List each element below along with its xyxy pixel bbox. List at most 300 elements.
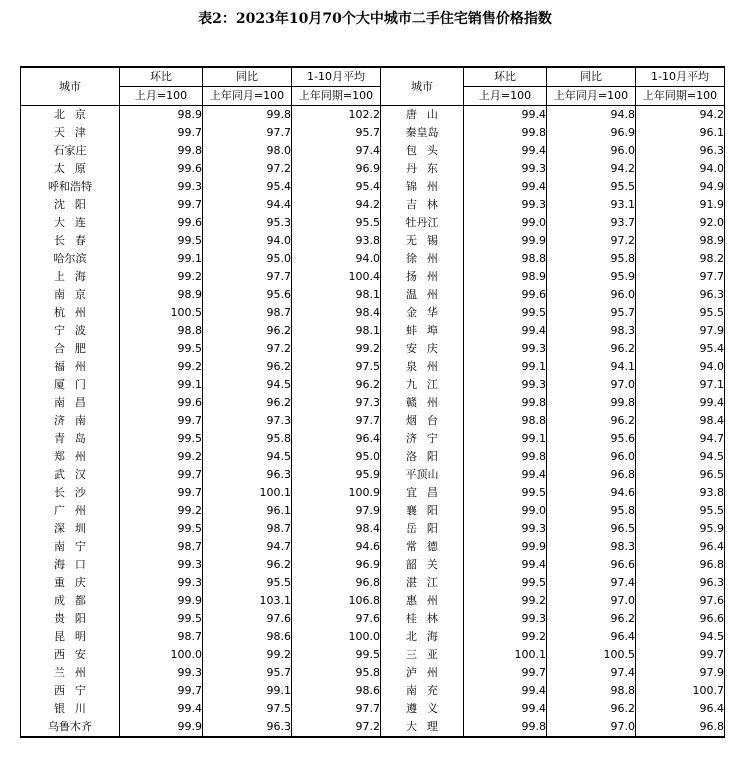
city-cell: 包头 (381, 142, 464, 160)
avg-cell: 94.2 (636, 106, 725, 125)
avg-cell: 97.1 (636, 376, 725, 394)
yoy-cell: 103.1 (203, 592, 292, 610)
avg-cell: 96.5 (636, 466, 725, 484)
city-cell: 南昌 (21, 394, 120, 412)
yoy-cell: 97.0 (547, 376, 636, 394)
avg-cell: 94.9 (636, 178, 725, 196)
city-cell: 乌鲁木齐 (21, 718, 120, 737)
yoy-cell: 94.8 (547, 106, 636, 125)
mom-cell: 100.5 (120, 304, 203, 322)
yoy-cell: 95.6 (547, 430, 636, 448)
avg-cell: 100.4 (292, 268, 381, 286)
yoy-cell: 94.7 (203, 538, 292, 556)
mom-cell: 99.7 (120, 466, 203, 484)
city-cell: 天津 (21, 124, 120, 142)
mom-cell: 99.0 (464, 214, 547, 232)
header-yoy-left: 同比 (203, 67, 292, 87)
avg-cell: 95.9 (636, 520, 725, 538)
header-mom-right: 环比 (464, 67, 547, 87)
mom-cell: 99.4 (464, 700, 547, 718)
header-yoy-base-left: 上年同月=100 (203, 87, 292, 106)
yoy-cell: 96.0 (547, 142, 636, 160)
avg-cell: 96.1 (636, 124, 725, 142)
avg-cell: 94.5 (636, 628, 725, 646)
avg-cell: 95.5 (636, 304, 725, 322)
city-cell: 兰州 (21, 664, 120, 682)
mom-cell: 99.3 (464, 520, 547, 538)
price-index-table (20, 66, 725, 738)
mom-cell: 99.3 (464, 160, 547, 178)
table-row (21, 592, 725, 610)
avg-cell: 98.4 (292, 304, 381, 322)
table-row (21, 556, 725, 574)
city-cell: 大连 (21, 214, 120, 232)
yoy-cell: 98.7 (203, 520, 292, 538)
mom-cell: 99.8 (464, 448, 547, 466)
city-cell: 西宁 (21, 682, 120, 700)
yoy-cell: 96.9 (547, 124, 636, 142)
avg-cell: 106.8 (292, 592, 381, 610)
city-cell: 成都 (21, 592, 120, 610)
mom-cell: 99.0 (464, 502, 547, 520)
yoy-cell: 95.6 (203, 286, 292, 304)
city-cell: 安庆 (381, 340, 464, 358)
yoy-cell: 96.2 (547, 340, 636, 358)
table-row (21, 628, 725, 646)
yoy-cell: 98.3 (547, 322, 636, 340)
avg-cell: 97.9 (636, 664, 725, 682)
city-cell: 广州 (21, 502, 120, 520)
avg-cell: 95.5 (292, 214, 381, 232)
header-avg-base-right: 上年同期=100 (636, 87, 725, 106)
avg-cell: 97.7 (636, 268, 725, 286)
mom-cell: 99.7 (120, 196, 203, 214)
city-cell: 昆明 (21, 628, 120, 646)
mom-cell: 99.5 (120, 520, 203, 538)
mom-cell: 98.9 (120, 106, 203, 125)
yoy-cell: 99.2 (203, 646, 292, 664)
table-row (21, 412, 725, 430)
yoy-cell: 96.0 (547, 286, 636, 304)
avg-cell: 96.2 (292, 376, 381, 394)
city-cell: 郑州 (21, 448, 120, 466)
table-row (21, 430, 725, 448)
table-row (21, 304, 725, 322)
city-cell: 呼和浩特 (21, 178, 120, 196)
city-cell: 西安 (21, 646, 120, 664)
yoy-cell: 95.8 (547, 250, 636, 268)
table-row (21, 106, 725, 125)
yoy-cell: 94.5 (203, 448, 292, 466)
yoy-cell: 95.7 (547, 304, 636, 322)
avg-cell: 95.8 (292, 664, 381, 682)
avg-cell: 97.7 (292, 412, 381, 430)
yoy-cell: 99.8 (203, 106, 292, 125)
table-row (21, 646, 725, 664)
table-row (21, 718, 725, 737)
table-row (21, 232, 725, 250)
header-mom-left: 环比 (120, 67, 203, 87)
yoy-cell: 95.8 (203, 430, 292, 448)
yoy-cell: 96.2 (547, 610, 636, 628)
city-cell: 大理 (381, 718, 464, 737)
header-avg-left: 1-10月平均 (292, 67, 381, 87)
avg-cell: 99.4 (636, 394, 725, 412)
mom-cell: 99.7 (120, 682, 203, 700)
mom-cell: 99.5 (120, 340, 203, 358)
mom-cell: 99.6 (120, 394, 203, 412)
avg-cell: 97.9 (636, 322, 725, 340)
mom-cell: 99.2 (120, 268, 203, 286)
mom-cell: 99.5 (464, 484, 547, 502)
yoy-cell: 95.8 (547, 502, 636, 520)
city-cell: 合肥 (21, 340, 120, 358)
city-cell: 哈尔滨 (21, 250, 120, 268)
mom-cell: 99.5 (464, 574, 547, 592)
yoy-cell: 96.2 (203, 556, 292, 574)
city-cell: 南充 (381, 682, 464, 700)
mom-cell: 99.8 (120, 142, 203, 160)
table-row (21, 700, 725, 718)
mom-cell: 99.9 (120, 718, 203, 737)
city-cell: 宁波 (21, 322, 120, 340)
table-body (21, 106, 725, 738)
mom-cell: 99.8 (464, 394, 547, 412)
yoy-cell: 94.4 (203, 196, 292, 214)
mom-cell: 99.5 (120, 430, 203, 448)
city-cell: 贵阳 (21, 610, 120, 628)
mom-cell: 98.9 (464, 268, 547, 286)
table-row (21, 538, 725, 556)
city-cell: 沈阳 (21, 196, 120, 214)
table-row (21, 448, 725, 466)
avg-cell: 98.4 (292, 520, 381, 538)
yoy-cell: 96.2 (203, 322, 292, 340)
mom-cell: 99.3 (120, 556, 203, 574)
yoy-cell: 96.2 (547, 412, 636, 430)
mom-cell: 98.9 (120, 286, 203, 304)
yoy-cell: 97.2 (203, 340, 292, 358)
table-row (21, 520, 725, 538)
avg-cell: 94.6 (292, 538, 381, 556)
yoy-cell: 95.4 (203, 178, 292, 196)
avg-cell: 93.8 (292, 232, 381, 250)
yoy-cell: 96.5 (547, 520, 636, 538)
avg-cell: 97.5 (292, 358, 381, 376)
yoy-cell: 98.0 (203, 142, 292, 160)
yoy-cell: 96.8 (547, 466, 636, 484)
header-avg-base-left: 上年同期=100 (292, 87, 381, 106)
table-row (21, 574, 725, 592)
table-row (21, 214, 725, 232)
table-row (21, 286, 725, 304)
city-cell: 上海 (21, 268, 120, 286)
city-cell: 三亚 (381, 646, 464, 664)
city-cell: 杭州 (21, 304, 120, 322)
mom-cell: 100.0 (120, 646, 203, 664)
city-cell: 厦门 (21, 376, 120, 394)
avg-cell: 99.2 (292, 340, 381, 358)
yoy-cell: 94.2 (547, 160, 636, 178)
yoy-cell: 96.1 (203, 502, 292, 520)
yoy-cell: 95.5 (203, 574, 292, 592)
city-cell: 惠州 (381, 592, 464, 610)
city-cell: 烟台 (381, 412, 464, 430)
yoy-cell: 99.1 (203, 682, 292, 700)
yoy-cell: 98.6 (203, 628, 292, 646)
city-cell: 湛江 (381, 574, 464, 592)
avg-cell: 97.3 (292, 394, 381, 412)
yoy-cell: 94.1 (547, 358, 636, 376)
avg-cell: 98.1 (292, 322, 381, 340)
avg-cell: 100.0 (292, 628, 381, 646)
yoy-cell: 96.2 (547, 700, 636, 718)
yoy-cell: 96.3 (203, 718, 292, 737)
yoy-cell: 97.7 (203, 124, 292, 142)
mom-cell: 99.3 (464, 376, 547, 394)
header-city-right: 城市 (381, 67, 464, 106)
avg-cell: 94.2 (292, 196, 381, 214)
avg-cell: 94.0 (636, 160, 725, 178)
mom-cell: 99.7 (464, 664, 547, 682)
city-cell: 平顶山 (381, 466, 464, 484)
yoy-cell: 97.7 (203, 268, 292, 286)
city-cell: 襄阳 (381, 502, 464, 520)
city-cell: 丹东 (381, 160, 464, 178)
yoy-cell: 97.5 (203, 700, 292, 718)
city-cell: 太原 (21, 160, 120, 178)
table-row (21, 664, 725, 682)
yoy-cell: 96.2 (203, 358, 292, 376)
city-cell: 青岛 (21, 430, 120, 448)
city-cell: 徐州 (381, 250, 464, 268)
yoy-cell: 95.3 (203, 214, 292, 232)
yoy-cell: 96.2 (203, 394, 292, 412)
mom-cell: 99.2 (464, 628, 547, 646)
mom-cell: 99.1 (464, 430, 547, 448)
mom-cell: 98.7 (120, 538, 203, 556)
table-row (21, 142, 725, 160)
header-yoy-base-right: 上年同月=100 (547, 87, 636, 106)
mom-cell: 99.4 (464, 556, 547, 574)
city-cell: 桂林 (381, 610, 464, 628)
mom-cell: 98.7 (120, 628, 203, 646)
yoy-cell: 97.4 (547, 574, 636, 592)
avg-cell: 98.4 (636, 412, 725, 430)
city-cell: 福州 (21, 358, 120, 376)
table-row (21, 610, 725, 628)
table-row (21, 196, 725, 214)
mom-cell: 99.9 (120, 592, 203, 610)
mom-cell: 99.4 (464, 322, 547, 340)
city-cell: 温州 (381, 286, 464, 304)
avg-cell: 99.7 (636, 646, 725, 664)
avg-cell: 97.7 (292, 700, 381, 718)
avg-cell: 95.4 (636, 340, 725, 358)
city-cell: 常德 (381, 538, 464, 556)
table-row (21, 268, 725, 286)
mom-cell: 99.3 (120, 574, 203, 592)
avg-cell: 93.8 (636, 484, 725, 502)
yoy-cell: 96.6 (547, 556, 636, 574)
table-row (21, 178, 725, 196)
city-cell: 长春 (21, 232, 120, 250)
city-cell: 石家庄 (21, 142, 120, 160)
mom-cell: 99.8 (464, 718, 547, 737)
avg-cell: 92.0 (636, 214, 725, 232)
city-cell: 重庆 (21, 574, 120, 592)
mom-cell: 99.9 (464, 232, 547, 250)
mom-cell: 99.7 (120, 412, 203, 430)
mom-cell: 99.6 (120, 214, 203, 232)
avg-cell: 98.1 (292, 286, 381, 304)
avg-cell: 95.7 (292, 124, 381, 142)
avg-cell: 98.2 (636, 250, 725, 268)
table-row (21, 250, 725, 268)
yoy-cell: 97.0 (547, 592, 636, 610)
city-cell: 南宁 (21, 538, 120, 556)
yoy-cell: 96.0 (547, 448, 636, 466)
mom-cell: 99.9 (464, 538, 547, 556)
yoy-cell: 95.9 (547, 268, 636, 286)
city-cell: 北海 (381, 628, 464, 646)
city-cell: 南京 (21, 286, 120, 304)
avg-cell: 94.0 (636, 358, 725, 376)
avg-cell: 95.9 (292, 466, 381, 484)
avg-cell: 100.9 (292, 484, 381, 502)
mom-cell: 100.1 (464, 646, 547, 664)
city-cell: 宜昌 (381, 484, 464, 502)
mom-cell: 99.6 (464, 286, 547, 304)
mom-cell: 99.3 (120, 664, 203, 682)
yoy-cell: 97.2 (547, 232, 636, 250)
city-cell: 秦皇岛 (381, 124, 464, 142)
avg-cell: 95.4 (292, 178, 381, 196)
mom-cell: 98.8 (464, 250, 547, 268)
city-cell: 金华 (381, 304, 464, 322)
mom-cell: 99.3 (464, 610, 547, 628)
yoy-cell: 97.2 (203, 160, 292, 178)
mom-cell: 99.1 (120, 250, 203, 268)
mom-cell: 99.3 (120, 178, 203, 196)
mom-cell: 99.8 (464, 124, 547, 142)
avg-cell: 98.6 (292, 682, 381, 700)
mom-cell: 99.2 (120, 358, 203, 376)
table-row (21, 484, 725, 502)
yoy-cell: 98.8 (547, 682, 636, 700)
yoy-cell: 98.7 (203, 304, 292, 322)
mom-cell: 99.2 (120, 448, 203, 466)
avg-cell: 96.4 (636, 538, 725, 556)
mom-cell: 99.4 (464, 466, 547, 484)
mom-cell: 99.3 (464, 196, 547, 214)
avg-cell: 96.4 (636, 700, 725, 718)
table-row (21, 124, 725, 142)
avg-cell: 96.3 (636, 142, 725, 160)
mom-cell: 99.4 (464, 142, 547, 160)
mom-cell: 99.3 (464, 340, 547, 358)
avg-cell: 96.3 (636, 574, 725, 592)
avg-cell: 96.8 (636, 556, 725, 574)
avg-cell: 95.0 (292, 448, 381, 466)
city-cell: 银川 (21, 700, 120, 718)
yoy-cell: 97.0 (547, 718, 636, 737)
avg-cell: 97.6 (636, 592, 725, 610)
city-cell: 长沙 (21, 484, 120, 502)
avg-cell: 96.9 (292, 160, 381, 178)
avg-cell: 94.7 (636, 430, 725, 448)
city-cell: 韶关 (381, 556, 464, 574)
header-yoy-right: 同比 (547, 67, 636, 87)
mom-cell: 99.2 (464, 592, 547, 610)
yoy-cell: 95.5 (547, 178, 636, 196)
mom-cell: 98.8 (464, 412, 547, 430)
avg-cell: 99.5 (292, 646, 381, 664)
city-cell: 北京 (21, 106, 120, 125)
city-cell: 洛阳 (381, 448, 464, 466)
mom-cell: 99.6 (120, 160, 203, 178)
city-cell: 无锡 (381, 232, 464, 250)
yoy-cell: 96.3 (203, 466, 292, 484)
avg-cell: 97.9 (292, 502, 381, 520)
yoy-cell: 100.1 (203, 484, 292, 502)
city-cell: 吉林 (381, 196, 464, 214)
city-cell: 海口 (21, 556, 120, 574)
avg-cell: 96.9 (292, 556, 381, 574)
avg-cell: 97.4 (292, 142, 381, 160)
city-cell: 岳阳 (381, 520, 464, 538)
mom-cell: 99.5 (464, 304, 547, 322)
mom-cell: 99.4 (464, 106, 547, 125)
avg-cell: 96.6 (636, 610, 725, 628)
table-row (21, 682, 725, 700)
yoy-cell: 94.5 (203, 376, 292, 394)
yoy-cell: 99.8 (547, 394, 636, 412)
mom-cell: 99.4 (120, 700, 203, 718)
avg-cell: 102.2 (292, 106, 381, 125)
avg-cell: 94.5 (636, 448, 725, 466)
mom-cell: 99.1 (120, 376, 203, 394)
mom-cell: 99.7 (120, 484, 203, 502)
table-row (21, 340, 725, 358)
yoy-cell: 93.1 (547, 196, 636, 214)
yoy-cell: 98.3 (547, 538, 636, 556)
avg-cell: 100.7 (636, 682, 725, 700)
header-mom-base-right: 上月=100 (464, 87, 547, 106)
city-cell: 济宁 (381, 430, 464, 448)
table-row (21, 358, 725, 376)
mom-cell: 99.5 (120, 232, 203, 250)
table-row (21, 376, 725, 394)
avg-cell: 98.9 (636, 232, 725, 250)
mom-cell: 99.1 (464, 358, 547, 376)
table-row (21, 322, 725, 340)
yoy-cell: 97.3 (203, 412, 292, 430)
yoy-cell: 95.7 (203, 664, 292, 682)
avg-cell: 96.8 (292, 574, 381, 592)
city-cell: 泉州 (381, 358, 464, 376)
avg-cell: 95.5 (636, 502, 725, 520)
avg-cell: 96.4 (292, 430, 381, 448)
mom-cell: 99.7 (120, 124, 203, 142)
table-row (21, 160, 725, 178)
header-mom-base-left: 上月=100 (120, 87, 203, 106)
yoy-cell: 100.5 (547, 646, 636, 664)
city-cell: 赣州 (381, 394, 464, 412)
city-cell: 深圳 (21, 520, 120, 538)
city-cell: 泸州 (381, 664, 464, 682)
city-cell: 锦州 (381, 178, 464, 196)
